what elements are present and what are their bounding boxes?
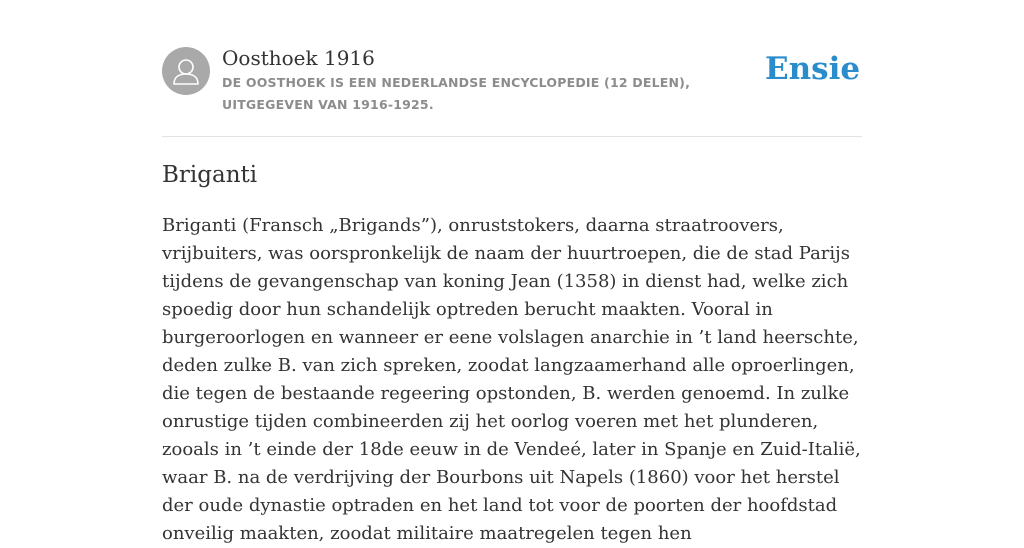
source-header [162,0,862,137]
source-description: DE OOSTHOEK IS EEN NEDERLANDSE ENCYCLOPEDIE (12 DELEN), UITGEGEVEN VAN 1916-1925. [222,75,691,112]
article-title: Briganti [162,162,258,188]
source-title[interactable]: Oosthoek 1916 [222,46,375,70]
article-body: Briganti (Fransch „Brigands”), onruststokers, daarna straatroovers, vrijbuiters, was oorspronkelijk de naam der huurtroepen, die de stad Parijs tijdens de gevangenschap van koning Jean (1358) in dienst had, welke zich spoedig door hun schandelijk optreden berucht maakten. Vooral in burgeroorlogen en wanneer er eene volslagen anarchie in ’t land heerschte, deden zulke B. van zich spreken, zoodat langzaamerhand alle oproerlingen, die tegen de bestaande regeering opstonden, B. werden genoemd. In zulke onrustige tijden combineerden zij het oorlog voeren met het plunderen, zooals in ’t einde der 18de eeuw in de Vendeé, later in Spanje en Zuid-Italië, waar B. na de verdrijving der Bourbons uit Napels (1860) voor het herstel der oude dynastie optraden en het land tot voor de poorten der hoofdstad onveilig maakten, zoodat militaire maatregelen tegen hen [162,215,861,544]
user-avatar-icon [162,47,210,95]
ensie-logo-link[interactable]: Ensie [765,51,861,87]
